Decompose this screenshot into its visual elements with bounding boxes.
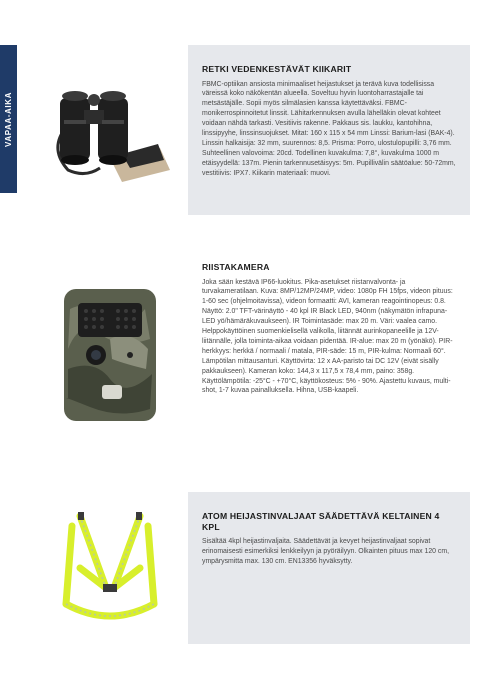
section-tab — [0, 45, 17, 193]
product-info-panel — [188, 492, 470, 644]
product-info-panel — [188, 45, 470, 215]
product-title: ATOM HEIJASTINVALJAAT SÄÄDETTÄVÄ KELTAINEN 4 KPL — [202, 511, 440, 532]
product-title: RIISTAKAMERA — [202, 262, 270, 272]
trail-camera-image — [30, 243, 190, 465]
product-title: RETKI VEDENKESTÄVÄT KIIKARIT — [202, 64, 352, 74]
product-description: FBMC-optiikan ansiosta minimaaliset heijastukset ja terävä kuva todellisissa väreissä koko näkökentän alueella. Soveltuu hyvin luontoharrastajalle tai metsästäjälle. Sopii myös silmälasien kanssa käytettäväksi. FBMC- monikerrospinnoitetut linssit. Lähitarkennuksen avulla lähelläkin olevat kohteet voidaan nähdä tarkasti. Vesitiivis rakenne. Pakkaus sis. laukku, kantohihna, linssipyyhe, linssinsuojukset. Mitat: 160 x 115 x 54 mm Linssi: Barium-lasi (BAK-4). Linssin halkaisija: 32 mm, suurennos: 8,5. Prisma: Porro, ulostulopupilli: 3,76 mm. Suhteellinen valovoima: 20cd. Todellinen kuvakulma: 7,8°, kuvakulma 1000 m etäisyydellä: 137m. Pienin tarkennusetäisyys: 5m. Pupillivälin säätöalue: 50-72mm, vestitiivis: IPX7. Kiikarin materiaali: muovi. — [202, 80, 456, 177]
reflective-vest-image — [30, 492, 190, 644]
product-binoculars — [30, 45, 470, 215]
section-tab-label: VAPAA-AIKA — [4, 91, 14, 147]
binoculars-image — [30, 45, 190, 215]
product-info-panel — [188, 243, 470, 465]
product-reflective-harness — [30, 492, 470, 644]
product-description: Sisältää 4kpl heijastinvaljaita. Säädettävät ja kevyet heijastinvaljaat sopivat erinomaisesti esimerkiksi lenkkeilyyn ja pyöräilyyn. Olkainten pituus max 120 cm, ympärysmitta max. 130 cm. EN13356 hyväksytty. — [202, 538, 450, 565]
product-trail-camera — [30, 243, 470, 465]
product-description: Joka sään kestävä IP66-luokitus. Pika-asetukset riistanvalvonta- ja turvakameratilaan. Kuva: 8MP/12MP/24MP, video: 1080p FH 15fps, videon pituus: 1-60 sec (ohjelmoitavissa), videon formaatti: AVI, kameran reagointinopeus: 0.8. Näyttö: 2.0" TFT-värinäyttö - 40 kpl IR Black LED, 940nm (näkymätön infrapuna-LED yö/hämäräkuvaukseen). IR Toimintasäde: max 20 m. Väri: vaalea camo. Helppokäyttöinen suomenkielisellä valikolla, liitännät aurinkopaneelille ja 12V-liitännälle, jolla toiminta-aikaa voidaan pidentää. IR-alue: max 20 m (yönäkö). PIR-herkkyys: herkkä / normaali / matala, PIR-säde: 15 m, PIR-kulma: Normaali 60°. Lämpötilan mittausanturi. Käyttövirta: 12 x AA-paristo tai DC 12V (eivät sisälly pakkaukseen). Kameran koko: 144,3 x 117,5 x 78,4 mm, paino: 358g. Käyttölämpötila: -25°C - +70°C, käyttökosteus: 5% - 90%. Ajastettu kuvaus, multi-shot, 1-7 kuvaa painalluksella. Hihna, USB-kaapeli. — [202, 278, 453, 395]
